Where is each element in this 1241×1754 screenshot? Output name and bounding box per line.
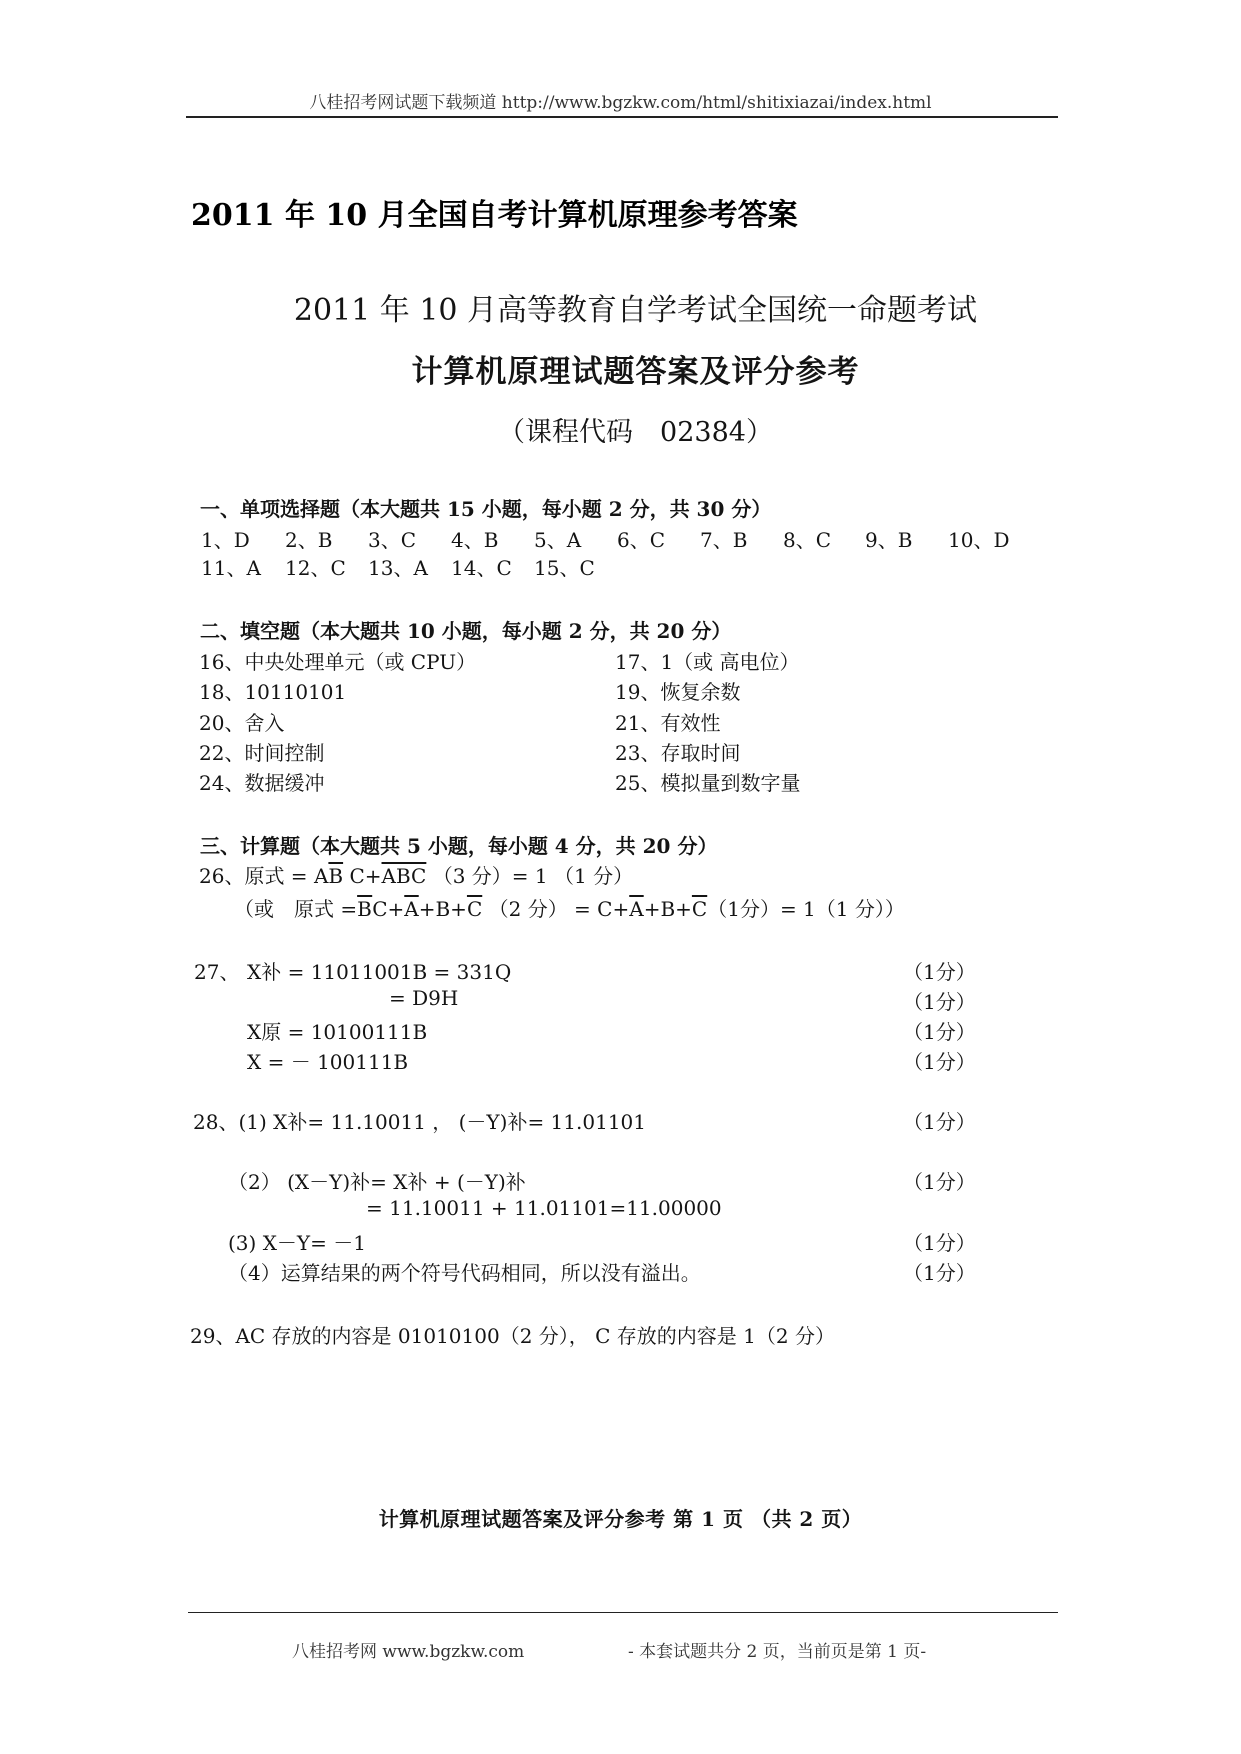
score-label: （1分）	[903, 1020, 976, 1044]
answer-item: 11、A	[201, 556, 261, 580]
q26-alt-3: （2 分） = C+	[488, 897, 630, 921]
footer-rule	[188, 1612, 1058, 1613]
answer-item: 5、A	[534, 528, 582, 552]
answer-item: 3、C	[368, 528, 417, 552]
q28-line4: (3) X－Y= －1	[228, 1231, 366, 1255]
answer-item: 2、B	[285, 528, 333, 552]
section1-title: 一、单项选择题（本大题共 15 小题，每小题 2 分，共 30 分）	[200, 497, 772, 521]
q28-line3: = 11.10011 + 11.01101=11.00000	[366, 1196, 722, 1220]
answer-item: 15、C	[534, 556, 595, 580]
answer-item: 24、数据缓冲	[199, 771, 325, 795]
q26-alt-prefix: （或 原式 =	[234, 897, 358, 921]
q26-alt-a: $\overline{A}$	[404, 897, 419, 921]
q29-line: 29、AC 存放的内容是 01010100（2 分）， C 存放的内容是 1（2 分）	[190, 1324, 835, 1348]
header-rule	[186, 116, 1058, 118]
q26-alt-c2: $\overline{C}$	[691, 897, 708, 921]
score-label: （1分）	[903, 1050, 976, 1074]
score-label: （1分）	[903, 1261, 976, 1285]
section3-title: 三、计算题（本大题共 5 小题，每小题 4 分，共 20 分）	[200, 834, 718, 858]
answer-item: 6、C	[617, 528, 666, 552]
q26-line	[199, 860, 633, 889]
q28-line1: 28、(1) X补= 11.10011 ， (－Y)补= 11.01101	[193, 1110, 646, 1134]
q26-alt-line	[234, 893, 905, 922]
q26-term-d: $\overline{ABC}$	[381, 864, 427, 888]
score-label: （1分）	[903, 960, 976, 984]
q26-term-b: $\overline{B}$	[328, 864, 344, 888]
answer-item: 7、B	[700, 528, 748, 552]
page-footer: 计算机原理试题答案及评分参考 第 1 页 （共 2 页）	[378, 1507, 863, 1531]
answer-item: 9、B	[865, 528, 913, 552]
answer-item: 21、有效性	[615, 711, 721, 735]
q26-alt-1: C+	[372, 897, 405, 921]
answer-item: 8、C	[783, 528, 832, 552]
exam-title: 2011 年 10 月高等教育自学考试全国统一命题考试	[293, 293, 978, 328]
footer-site: 八桂招考网 www.bgzkw.com	[292, 1642, 525, 1662]
footer-page-info: - 本套试题共分 2 页，当前页是第 1 页-	[628, 1642, 927, 1662]
q26-rest: （3 分）= 1 （1 分）	[432, 864, 634, 888]
answer-item: 17、1（或 高电位）	[615, 650, 800, 674]
q28-line5: （4）运算结果的两个符号代码相同，所以没有溢出。	[228, 1261, 701, 1285]
answer-item: 20、舍入	[199, 711, 285, 735]
q26-alt-5: （1分）= 1（1 分））	[707, 897, 905, 921]
q26-alt-2: +B+	[418, 897, 467, 921]
answer-item: 23、存取时间	[615, 741, 741, 765]
score-label: （1分）	[903, 990, 976, 1014]
answer-item: 10、D	[948, 528, 1010, 552]
q26-term-c: C+	[349, 864, 382, 888]
document-title: 2011 年 10 月全国自考计算机原理参考答案	[191, 198, 798, 233]
q26-alt-c: $\overline{C}$	[466, 897, 483, 921]
course-code: （课程代码 02384）	[498, 417, 773, 448]
q26-alt-a2: $\overline{A}$	[629, 897, 644, 921]
q27-line4: X = － 100111B	[247, 1050, 409, 1074]
q26-alt-b: $\overline{B}$	[357, 897, 373, 921]
q26-term-a: A	[313, 864, 329, 888]
section2-title: 二、填空题（本大题共 10 小题，每小题 2 分，共 20 分）	[200, 619, 732, 643]
answer-item: 25、模拟量到数字量	[615, 771, 801, 795]
header-text: 八桂招考网试题下载频道 http://www.bgzkw.com/html/shitixiazai/index.html	[309, 93, 932, 113]
q26-prefix: 26、原式 =	[199, 864, 308, 888]
answer-item: 1、D	[201, 528, 250, 552]
exam-subtitle: 计算机原理试题答案及评分参考	[411, 354, 860, 390]
answer-item: 22、时间控制	[199, 741, 325, 765]
answer-item: 16、中央处理单元（或 CPU）	[199, 650, 477, 674]
answer-item: 13、A	[368, 556, 428, 580]
answer-item: 12、C	[285, 556, 346, 580]
answer-item: 18、10110101	[199, 680, 347, 704]
q26-alt-4: +B+	[643, 897, 692, 921]
answer-item: 14、C	[451, 556, 512, 580]
q28-line2: （2） (X－Y)补= X补 + (－Y)补	[228, 1170, 526, 1194]
q27-line3: X原 = 10100111B	[247, 1020, 428, 1044]
answer-item: 19、恢复余数	[615, 680, 741, 704]
score-label: （1分）	[903, 1231, 976, 1255]
q27-line1: X补 = 11011001B = 331Q	[247, 960, 512, 984]
q27-number: 27、	[194, 960, 240, 984]
score-label: （1分）	[903, 1110, 976, 1134]
q27-line2: = D9H	[389, 986, 459, 1010]
score-label: （1分）	[903, 1170, 976, 1194]
answer-item: 4、B	[451, 528, 499, 552]
